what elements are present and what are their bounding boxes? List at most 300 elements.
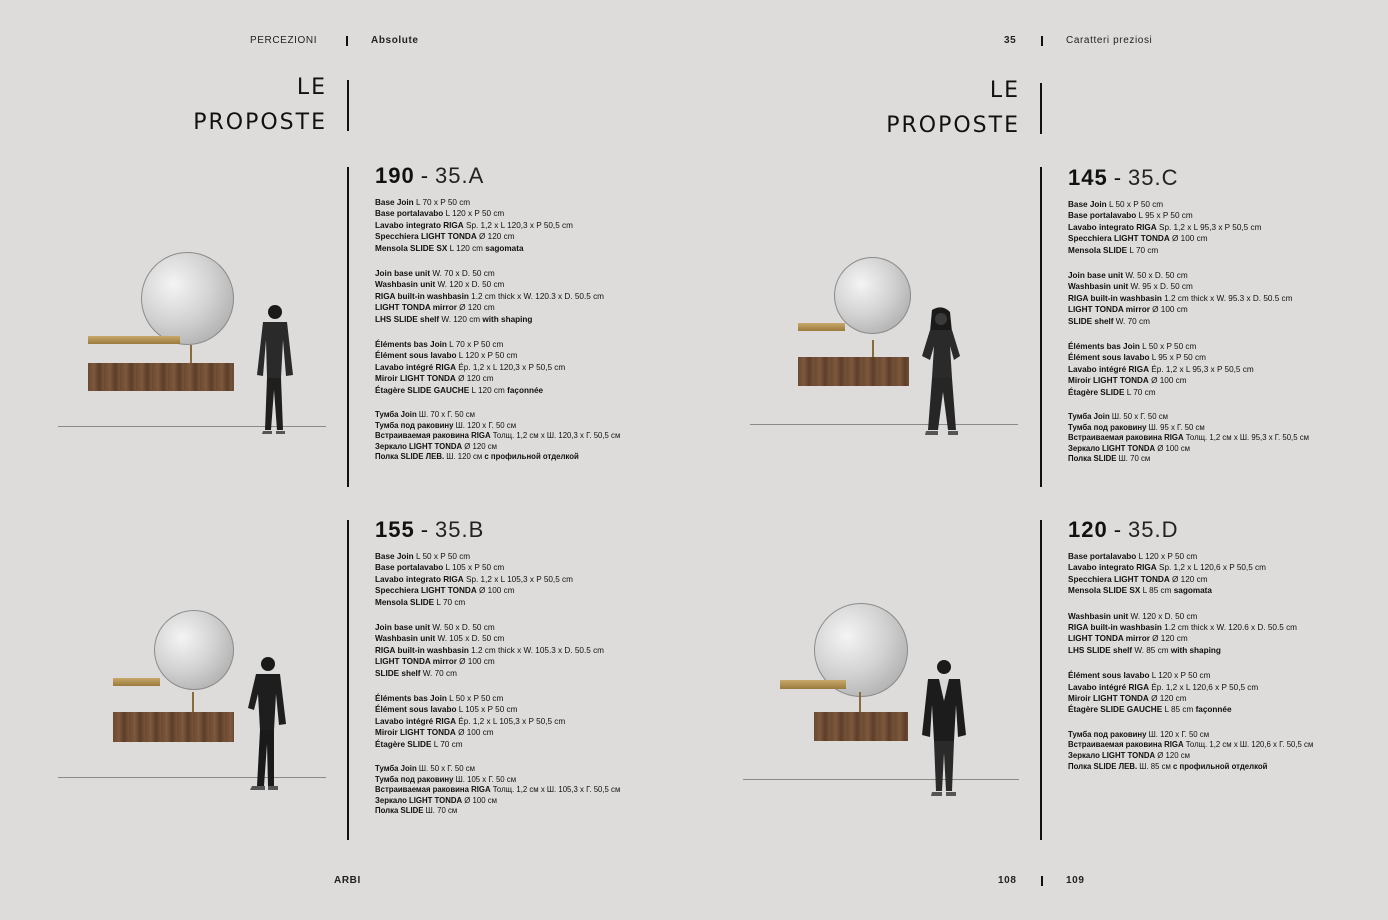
spec-item-dims: L 70 x P 50 cm — [413, 198, 471, 207]
spec-line — [1068, 375, 1309, 386]
title-divider — [347, 80, 349, 131]
spec-item-dims: Sp. 1,2 x L 105,3 x P 50,5 cm — [463, 574, 573, 584]
spec-block — [375, 622, 620, 679]
spec-line — [1068, 444, 1309, 455]
spec-item-name: Miroir LIGHT TONDA — [375, 374, 456, 384]
spec-item-dims: Ш. 105 x Г. 50 см — [453, 774, 517, 784]
spec-block — [375, 268, 620, 325]
spec-item-dims: Ø 100 см — [1155, 443, 1190, 453]
spec-line — [1068, 611, 1313, 622]
subtitle: Caratteri preziosi — [1066, 35, 1153, 46]
spec-item-name: Lavabo intégré RIGA — [1068, 364, 1149, 374]
running-header-left — [250, 35, 317, 46]
spec-item-name: Base portalavabo — [1068, 211, 1137, 221]
content-divider — [1040, 167, 1042, 487]
proposal-separator: - — [1113, 165, 1123, 190]
spec-block — [375, 551, 620, 608]
spec-line — [375, 796, 620, 807]
spec-item-name: Lavabo integrato RIGA — [1068, 222, 1157, 232]
spec-item-dims: Ø 100 cm — [456, 657, 495, 667]
spec-item-name: Тумба Join — [1068, 412, 1110, 422]
spec-line — [1068, 281, 1309, 292]
spec-item-dims: L 50 x P 50 cm — [1139, 342, 1197, 352]
spec-item-name: Specchiera LIGHT TONDA — [1068, 574, 1170, 584]
spec-item-dims: W. 70 x D. 50 cm — [430, 269, 495, 279]
spec-item-dims: Ш. 85 см — [1137, 761, 1174, 771]
spec-block — [375, 197, 620, 254]
spec-item-name: Lavabo integrato RIGA — [375, 574, 464, 584]
proposal-width: 120 — [1068, 517, 1108, 542]
spec-item-dims: L 120 cm — [447, 243, 486, 253]
spec-item-dims: L 85 cm — [1140, 586, 1174, 596]
page-title-right: LE PROPOSTE — [886, 78, 1020, 138]
spec-item-finish: с профильной отделкой — [484, 452, 579, 462]
spec-item-dims: Ép. 1,2 x L 120,3 x P 50,5 cm — [455, 362, 566, 372]
spec-line — [1068, 622, 1313, 633]
proposal-separator: - — [1113, 517, 1123, 542]
spec-item-dims: Ø 120 cm — [1169, 574, 1208, 584]
spec-item-dims: Ш. 50 x Г. 50 см — [1109, 412, 1168, 422]
spec-item-name: SLIDE shelf — [375, 668, 421, 678]
spec-item-name: Mensola SLIDE — [1068, 245, 1128, 255]
spec-line — [375, 314, 620, 325]
spec-item-name: Éléments bas Join — [375, 694, 447, 704]
spec-item-dims: W. 85 cm — [1132, 645, 1171, 655]
spec-item-dims: L 120 x P 50 cm — [443, 209, 505, 219]
proposal-ref: 35.D — [1128, 517, 1179, 542]
spec-item-name: Тумба под раковину — [1068, 422, 1147, 432]
spec-line — [1068, 740, 1313, 751]
spec-line — [375, 693, 620, 704]
spec-line — [375, 727, 620, 738]
spec-item-name: Étagère SLIDE GAUCHE — [1068, 705, 1163, 715]
spec-item-name: Lavabo intégré RIGA — [1068, 682, 1149, 692]
spec-item-dims: Ш. 70 x Г. 50 см — [416, 410, 475, 420]
tap — [192, 692, 194, 712]
spec-item-finish: façonnée — [1195, 705, 1232, 715]
spec-item-dims: Ш. 70 см — [423, 806, 458, 816]
spec-item-dims: Ø 120 см — [462, 441, 497, 451]
spec-item-name: Éléments bas Join — [375, 340, 447, 350]
spec-item-name: RIGA built-in washbasin — [375, 645, 469, 655]
spec-item-dims: Sp. 1,2 x L 120,3 x P 50,5 cm — [463, 220, 573, 230]
spec-item-name: Base portalavabo — [375, 563, 444, 573]
proposal-heading — [375, 163, 620, 189]
spec-block — [1068, 199, 1309, 256]
brass-shelf — [798, 323, 845, 331]
spec-item-dims: L 70 cm — [431, 739, 463, 749]
spec-item-dims: Ш. 70 см — [1116, 454, 1151, 464]
spec-item-dims: Ø 100 cm — [455, 728, 494, 738]
proposal-heading — [375, 517, 620, 543]
spec-item-name: Зеркало LIGHT TONDA — [375, 795, 463, 805]
spec-item-name: Зеркало LIGHT TONDA — [375, 441, 463, 451]
spec-item-dims: Ш. 95 x Г. 50 см — [1146, 422, 1205, 432]
spec-line — [375, 562, 620, 573]
spec-item-name: Base Join — [1068, 200, 1107, 209]
spec-item-dims: L 105 x P 50 cm — [443, 563, 505, 573]
spec-line — [375, 385, 620, 396]
spec-line — [375, 291, 620, 302]
spec-item-name: Mensola SLIDE SX — [1068, 586, 1141, 596]
spec-line — [375, 231, 620, 242]
spec-item-name: Miroir LIGHT TONDA — [1068, 694, 1149, 704]
spec-item-dims: Ш. 50 x Г. 50 см — [416, 764, 475, 774]
walnut-vanity — [798, 357, 909, 386]
content-divider — [347, 520, 349, 840]
spec-item-dims: L 50 x P 50 cm — [446, 694, 504, 704]
spec-line — [375, 373, 620, 384]
spec-item-dims: L 85 cm — [1162, 705, 1196, 715]
spec-item-dims: Ø 100 cm — [476, 586, 515, 596]
tap — [859, 692, 861, 712]
spec-item-name: Éléments bas Join — [1068, 342, 1140, 352]
proposal-separator: - — [420, 517, 430, 542]
title-divider — [1040, 83, 1042, 134]
spec-line — [1068, 633, 1313, 644]
spec-line — [1068, 693, 1313, 704]
spec-line — [375, 279, 620, 290]
spec-item-dims: Ø 120 cm — [1149, 634, 1188, 644]
spec-item-name: Тумба под раковину — [1068, 729, 1147, 739]
spec-item-dims: Толщ. 1,2 см x Ш. 120,3 x Г. 50,5 см — [490, 431, 621, 441]
header-divider — [1041, 36, 1043, 46]
spec-line — [1068, 585, 1313, 596]
spec-line — [1068, 199, 1309, 210]
spec-item-dims: Ø 100 cm — [1149, 305, 1188, 315]
spec-line — [375, 452, 620, 463]
spec-item-name: Washbasin unit — [1068, 282, 1129, 292]
spec-line — [1068, 233, 1309, 244]
spec-item-name: Тумба Join — [375, 410, 417, 420]
spec-item-name: Lavabo intégré RIGA — [375, 362, 456, 372]
proposal-35d — [1068, 517, 1313, 786]
content-divider — [347, 167, 349, 487]
spec-item-name: Встраиваемая раковина RIGA — [1068, 433, 1184, 443]
spec-block — [375, 693, 620, 750]
spec-line — [375, 633, 620, 644]
spec-item-dims: Ø 120 cm — [456, 303, 495, 313]
spec-line — [1068, 454, 1309, 465]
proposal-ref: 35.B — [435, 517, 485, 542]
spec-item-dims: Ø 120 cm — [1148, 694, 1187, 704]
person-figure — [253, 300, 301, 442]
tap — [190, 345, 192, 363]
spec-item-name: Lavabo integrato RIGA — [375, 220, 464, 230]
spec-line — [375, 645, 620, 656]
spec-item-dims: L 70 cm — [434, 597, 466, 607]
spec-line — [1068, 412, 1309, 423]
spec-item-name: LIGHT TONDA mirror — [375, 657, 457, 667]
spec-item-dims: W. 95 x D. 50 cm — [1128, 282, 1193, 292]
spec-item-name: Встраиваемая раковина RIGA — [375, 431, 491, 441]
spec-item-name: Тумба под раковину — [375, 420, 454, 430]
spec-line — [375, 208, 620, 219]
spec-item-dims: W. 70 cm — [1113, 316, 1150, 326]
spec-item-name: LHS SLIDE shelf — [375, 314, 440, 324]
spec-line — [1068, 551, 1313, 562]
spec-line — [375, 243, 620, 254]
spec-line — [1068, 270, 1309, 281]
spec-item-dims: W. 50 x D. 50 cm — [1123, 271, 1188, 281]
spec-item-name: Specchiera LIGHT TONDA — [375, 232, 477, 242]
spec-item-name: Зеркало LIGHT TONDA — [1068, 443, 1156, 453]
spec-line — [375, 442, 620, 453]
spec-item-name: Miroir LIGHT TONDA — [1068, 376, 1149, 386]
spec-block — [375, 764, 620, 817]
spec-item-name: Base Join — [375, 198, 414, 207]
spec-line — [375, 302, 620, 313]
spec-item-name: Étagère SLIDE — [1068, 387, 1125, 397]
spec-item-dims: Ш. 120 x Г. 50 см — [1146, 729, 1210, 739]
spec-item-name: Mensola SLIDE SX — [375, 243, 448, 253]
spec-line — [375, 668, 620, 679]
walnut-vanity — [113, 712, 234, 742]
spec-item-dims: W. 50 x D. 50 cm — [430, 623, 495, 633]
spec-item-dims: Ø 100 cm — [1169, 234, 1208, 244]
spec-item-name: RIGA built-in washbasin — [1068, 293, 1162, 303]
spec-item-name: Lavabo integrato RIGA — [1068, 563, 1157, 573]
spec-item-name: Зеркало LIGHT TONDA — [1068, 751, 1156, 761]
floor-line — [750, 424, 1018, 425]
spec-item-name: Specchiera LIGHT TONDA — [1068, 234, 1170, 244]
spec-line — [1068, 387, 1309, 398]
spec-item-dims: Толщ. 1,2 см x Ш. 95,3 x Г. 50,5 см — [1183, 433, 1309, 443]
spec-item-dims: 1.2 cm thick x W. 105.3 x D. 50.5 cm — [468, 645, 605, 655]
footer-divider — [1041, 876, 1043, 886]
spec-line — [1068, 574, 1313, 585]
proposal-ref: 35.A — [435, 163, 485, 188]
spec-item-name: Étagère SLIDE — [375, 739, 432, 749]
spec-item-name: Washbasin unit — [375, 634, 436, 644]
spec-item-finish: sagomata — [485, 243, 524, 253]
spec-item-dims: L 95 x P 50 cm — [1149, 353, 1206, 363]
spec-block — [1068, 551, 1313, 597]
proposal-heading — [1068, 517, 1313, 543]
spec-line — [375, 597, 620, 608]
spec-item-finish: sagomata — [1173, 586, 1212, 596]
spec-item-dims: L 70 cm — [1127, 245, 1159, 255]
spec-item-name: LIGHT TONDA mirror — [1068, 305, 1150, 315]
footer-brand: ARBI — [334, 875, 361, 886]
spec-item-name: Полка SLIDE ЛЕВ. — [375, 452, 445, 462]
spec-item-finish: with shaping — [482, 314, 533, 324]
spec-item-name: Встраиваемая раковина RIGA — [1068, 740, 1184, 750]
spec-item-name: RIGA built-in washbasin — [375, 291, 469, 301]
spec-item-name: Тумба Join — [375, 764, 417, 774]
spec-line — [1068, 682, 1313, 693]
spec-item-name: Washbasin unit — [1068, 611, 1129, 621]
spec-line — [375, 551, 620, 562]
spec-item-name: LIGHT TONDA mirror — [1068, 634, 1150, 644]
spec-line — [375, 739, 620, 750]
spec-item-dims: Ø 100 cm — [1148, 376, 1187, 386]
spec-block — [1068, 670, 1313, 716]
floor-line — [743, 779, 1019, 780]
spec-line — [1068, 352, 1309, 363]
spec-item-name: Встраиваемая раковина RIGA — [375, 785, 491, 795]
spec-line — [1068, 670, 1313, 681]
page-number-left: 108 — [998, 875, 1017, 886]
spec-item-dims: Толщ. 1,2 см x Ш. 120,6 x Г. 50,5 см — [1183, 740, 1314, 750]
spec-line — [1068, 316, 1309, 327]
spec-item-dims: L 105 x P 50 cm — [456, 705, 518, 715]
spec-item-dims: L 120 x P 50 cm — [1136, 552, 1198, 561]
spec-item-dims: Ø 120 cm — [455, 374, 494, 384]
spec-item-name: Base portalavabo — [375, 209, 444, 219]
spec-line — [375, 574, 620, 585]
spec-item-dims: W. 120 x D. 50 cm — [1128, 611, 1198, 621]
page-ref: 35 — [1004, 35, 1017, 46]
spec-item-dims: 1.2 cm thick x W. 120.6 x D. 50.5 cm — [1161, 623, 1298, 633]
spec-line — [375, 716, 620, 727]
spec-item-name: Élément sous lavabo — [375, 705, 457, 715]
spec-item-name: Miroir LIGHT TONDA — [375, 728, 456, 738]
spec-line — [1068, 433, 1309, 444]
spec-line — [1068, 245, 1309, 256]
spec-line — [375, 339, 620, 350]
spec-line — [1068, 704, 1313, 715]
proposal-width: 145 — [1068, 165, 1108, 190]
spec-item-name: Join base unit — [375, 623, 431, 633]
spec-line — [375, 806, 620, 817]
proposal-35c — [1068, 165, 1309, 479]
spec-item-name: Washbasin unit — [375, 280, 436, 290]
proposal-35b — [375, 517, 620, 831]
spec-block — [1068, 412, 1309, 465]
spec-item-name: Élément sous lavabo — [1068, 671, 1150, 681]
spec-item-dims: L 50 x P 50 cm — [413, 552, 471, 561]
proposal-heading — [1068, 165, 1309, 191]
spec-block — [375, 339, 620, 396]
spec-line — [1068, 562, 1313, 573]
spec-line — [375, 350, 620, 361]
spec-block — [1068, 270, 1309, 327]
spec-line — [1068, 210, 1309, 221]
spec-item-dims: L 95 x P 50 cm — [1136, 211, 1193, 221]
page-title-left: LE PROPOSTE — [193, 75, 327, 135]
proposal-35a — [375, 163, 620, 477]
spec-line — [375, 268, 620, 279]
content-divider — [1040, 520, 1042, 840]
proposal-width: 190 — [375, 163, 415, 188]
spec-item-dims: Ø 120 см — [1155, 751, 1190, 761]
spec-line — [1068, 762, 1313, 773]
round-mirror — [154, 610, 234, 690]
spec-item-dims: L 70 cm — [1124, 387, 1156, 397]
page-number-right: 109 — [1066, 875, 1085, 886]
spec-line — [1068, 751, 1313, 762]
spec-item-name: LIGHT TONDA mirror — [375, 303, 457, 313]
person-figure — [238, 652, 290, 796]
spec-item-dims: Ø 120 cm — [476, 232, 515, 242]
header-divider — [346, 36, 348, 46]
spec-item-dims: Ш. 120 см — [444, 452, 485, 462]
spec-item-name: Mensola SLIDE — [375, 597, 435, 607]
spec-item-dims: Sp. 1,2 x L 95,3 x P 50,5 cm — [1156, 222, 1262, 232]
spec-line — [375, 362, 620, 373]
walnut-vanity — [88, 363, 234, 391]
spec-item-dims: 1.2 cm thick x W. 120.3 x D. 50.5 cm — [468, 291, 605, 301]
spec-item-name: Étagère SLIDE GAUCHE — [375, 385, 470, 395]
spec-item-name: Полка SLIDE — [1068, 454, 1117, 464]
spec-line — [375, 431, 620, 442]
spec-line — [375, 704, 620, 715]
spec-item-dims: Ép. 1,2 x L 120,6 x P 50,5 cm — [1148, 682, 1259, 692]
spec-line — [375, 622, 620, 633]
spec-item-name: Élément sous lavabo — [375, 351, 457, 361]
spec-line — [375, 421, 620, 432]
spec-item-name: Élément sous lavabo — [1068, 353, 1150, 363]
spec-item-dims: W. 70 cm — [420, 668, 457, 678]
round-mirror — [834, 257, 911, 334]
spec-line — [1068, 341, 1309, 352]
spec-item-finish: with shaping — [1170, 645, 1221, 655]
spec-item-name: LHS SLIDE shelf — [1068, 645, 1133, 655]
brass-shelf — [780, 680, 846, 689]
proposal-separator: - — [420, 163, 430, 188]
tap — [872, 340, 874, 358]
spec-item-dims: Толщ. 1,2 см x Ш. 105,3 x Г. 50,5 см — [490, 785, 621, 795]
spec-item-dims: Ø 100 см — [462, 795, 497, 805]
person-figure — [920, 655, 970, 799]
spec-block — [1068, 730, 1313, 772]
spec-item-name: Полка SLIDE — [375, 806, 424, 816]
spec-item-dims: L 70 x P 50 cm — [446, 340, 504, 350]
spec-item-dims: L 120 cm — [469, 385, 508, 395]
spec-item-dims: L 120 x P 50 cm — [456, 351, 518, 361]
spec-item-name: Join base unit — [1068, 271, 1124, 281]
spec-line — [375, 764, 620, 775]
spec-line — [1068, 645, 1313, 656]
spec-item-name: Base Join — [375, 552, 414, 561]
spec-item-dims: W. 120 cm — [439, 314, 483, 324]
spec-line — [1068, 293, 1309, 304]
spec-line — [375, 197, 620, 208]
brass-shelf — [113, 678, 160, 686]
spec-item-finish: с профильной отделкой — [1173, 761, 1268, 771]
proposal-ref: 35.C — [1128, 165, 1179, 190]
spec-line — [375, 220, 620, 231]
spec-block — [375, 410, 620, 463]
spec-item-dims: Sp. 1,2 x L 120,6 x P 50,5 cm — [1156, 563, 1266, 573]
spec-line — [375, 775, 620, 786]
spec-item-dims: W. 105 x D. 50 cm — [435, 634, 505, 644]
spec-item-dims: L 120 x P 50 cm — [1149, 671, 1211, 681]
spec-item-dims: W. 120 x D. 50 cm — [435, 280, 505, 290]
proposal-width: 155 — [375, 517, 415, 542]
person-figure — [916, 306, 968, 442]
spec-item-dims: Ép. 1,2 x L 105,3 x P 50,5 cm — [455, 716, 566, 726]
spec-line — [1068, 304, 1309, 315]
spec-line — [375, 656, 620, 667]
spec-line — [1068, 364, 1309, 375]
spec-item-name: Lavabo intégré RIGA — [375, 716, 456, 726]
spec-item-dims: L 50 x P 50 cm — [1106, 200, 1164, 209]
spec-item-name: Base portalavabo — [1068, 552, 1137, 561]
spec-item-name: Полка SLIDE ЛЕВ. — [1068, 761, 1138, 771]
spec-line — [1068, 423, 1309, 434]
brass-shelf — [88, 336, 180, 344]
spec-item-name: SLIDE shelf — [1068, 316, 1114, 326]
spec-item-dims: 1.2 cm thick x W. 95.3 x D. 50.5 cm — [1161, 293, 1293, 303]
spec-item-name: Join base unit — [375, 269, 431, 279]
spec-block — [1068, 611, 1313, 657]
spec-line — [375, 410, 620, 421]
spec-line — [1068, 730, 1313, 741]
round-mirror — [141, 252, 234, 345]
spec-line — [375, 585, 620, 596]
